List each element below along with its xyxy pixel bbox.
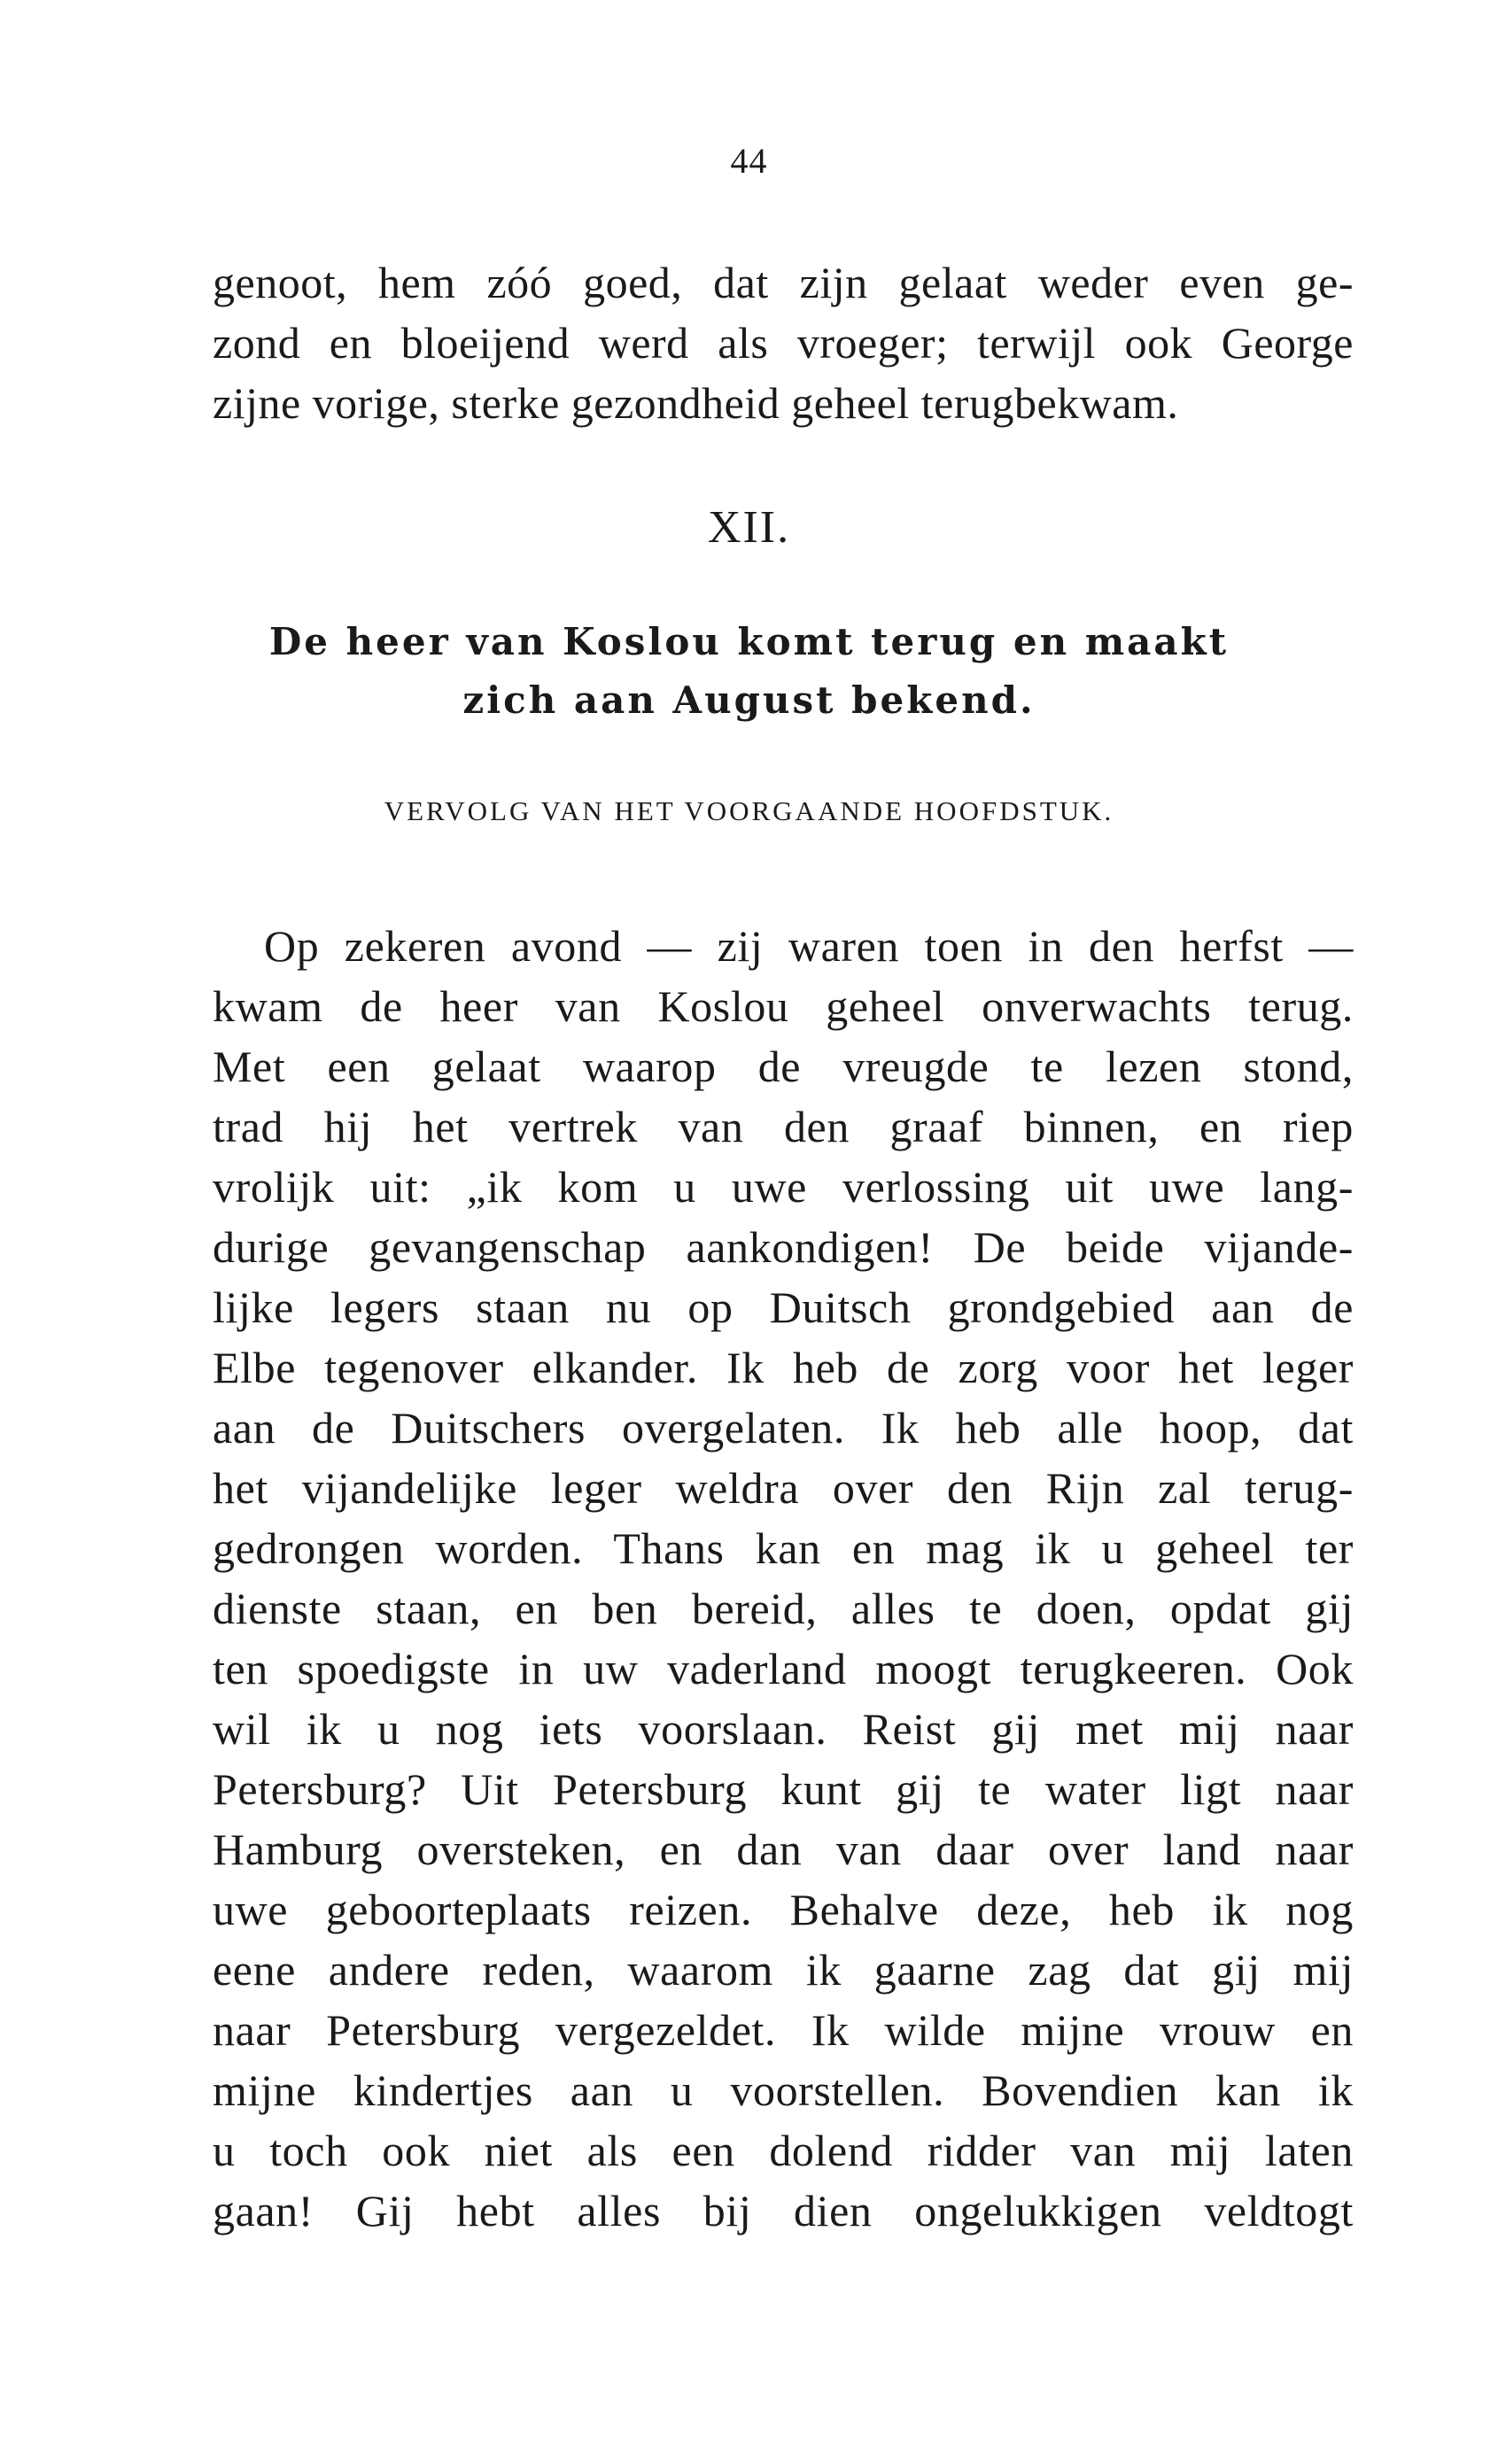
text-line: mijne kindertjes aan u voorstellen. Bovendien kan ik (213, 2065, 1354, 2115)
chapter-title-line: De heer van Koslou komt terug en maakt (268, 620, 1230, 663)
text-line: vrolijk uit: „ik kom u uwe verlossing uit uwe lang- (213, 1162, 1354, 1212)
chapter-title-line: zich aan August bekend. (462, 678, 1036, 722)
text-line: ten spoedigste in uw vaderland moogt terugkeeren. Ook (213, 1644, 1354, 1693)
text-line: uwe geboorteplaats reizen. Behalve deze, heb ik nog (213, 1885, 1354, 1934)
text-line: gaan! Gij hebt alles bij dien ongelukkigen veldtogt (213, 2186, 1354, 2235)
text-line: trad hij het vertrek van den graaf binnen, en riep (213, 1102, 1354, 1151)
chapter-title (0, 613, 1498, 730)
text-line: zond en bloeijend werd als vroeger; terwijl ook George (213, 318, 1354, 368)
text-line: kwam de heer van Koslou geheel onverwachts terug. (213, 981, 1354, 1031)
text-line: Elbe tegenover elkander. Ik heb de zorg voor het leger (213, 1343, 1354, 1392)
text-line: durige gevangenschap aankondigen! De beide vijande- (213, 1222, 1354, 1272)
text-line: naar Petersburg vergezeldet. Ik wilde mijne vrouw en (213, 2005, 1354, 2055)
text-line: aan de Duitschers overgelaten. Ik heb alle hoop, dat (213, 1403, 1354, 1453)
text-line: lijke legers staan nu op Duitsch grondgebied aan de (213, 1282, 1354, 1332)
text-line: gedrongen worden. Thans kan en mag ik u geheel ter (213, 1523, 1354, 1573)
chapter-number: XII. (707, 502, 791, 553)
text-line: eene andere reden, waarom ik gaarne zag dat gij mij (213, 1945, 1354, 1995)
page-number: 44 (730, 141, 768, 181)
text-line: Met een gelaat waarop de vreugde te lezen stond, (213, 1042, 1354, 1091)
text-line: het vijandelijke leger weldra over den Rijn zal terug- (213, 1463, 1354, 1513)
text-line: genoot, hem zóó goed, dat zijn gelaat weder even ge- (213, 258, 1354, 307)
text-line: u toch ook niet als een dolend ridder van mij laten (213, 2126, 1354, 2175)
text-line: dienste staan, en ben bereid, alles te doen, opdat gij (213, 1584, 1354, 1633)
chapter-subtitle: VERVOLG VAN HET VOORGAANDE HOOFDSTUK. (384, 795, 1114, 826)
text-line: Hamburg oversteken, en dan van daar over land naar (213, 1825, 1354, 1874)
intro-paragraph (213, 252, 1354, 433)
text-line: wil ik u nog iets voorslaan. Reist gij met mij naar (213, 1704, 1354, 1754)
text-line: Op zekeren avond — zij waren toen in den herfst — (264, 921, 1354, 971)
text-line: Petersburg? Uit Petersburg kunt gij te water ligt naar (213, 1764, 1354, 1814)
text-line: zijne vorige, sterke gezondheid geheel terugbekwam. (213, 378, 1179, 428)
body-paragraph (213, 916, 1354, 2241)
